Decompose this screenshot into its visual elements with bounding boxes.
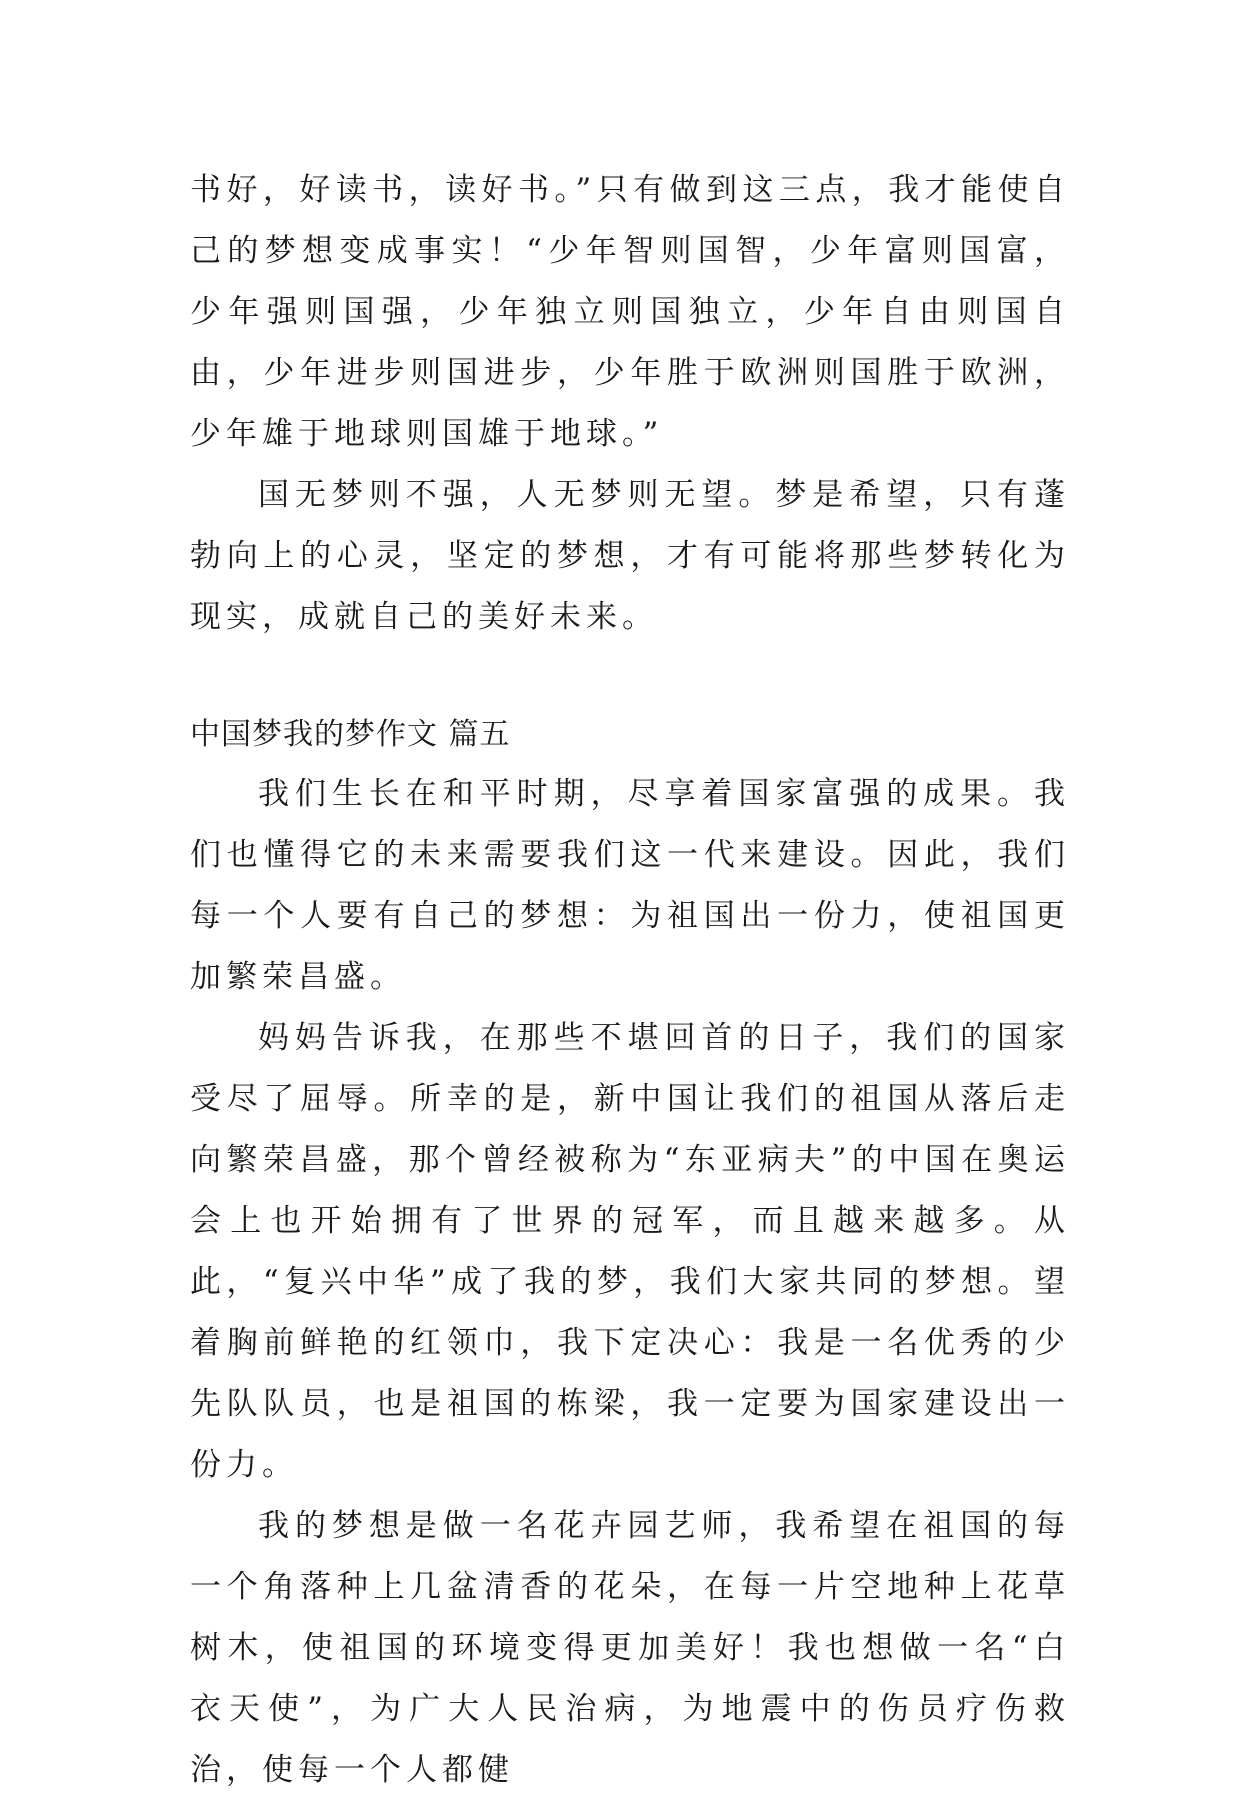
paragraph: 我们生长在和平时期，尽享着国家富强的成果。我们也懂得它的未来需要我们这一代来建设。因此，我们每一个人要有自己的梦想：为祖国出一份力，使祖国更加繁荣昌盛。 <box>190 776 1070 995</box>
section-heading: 中国梦我的梦作文 篇五 <box>190 717 511 752</box>
section-spacer <box>190 648 1070 706</box>
paragraph-conclusion: 国无梦则不强，人无梦则无望。梦是希望，只有蓬勃向上的心灵，坚定的梦想，才有可能将那些梦转化为现实，成就自己的美好未来。 <box>190 477 1070 635</box>
paragraph-continuation: 书好，好读书，读好书。”只有做到这三点，我才能使自己的梦想变成事实！“少年智则国智，少年富则国富，少年强则国强，少年独立则国独立，少年自由则国自由，少年进步则国进步，少年胜于欧洲则国胜于欧洲，少年雄于地球则国雄于地球。” <box>190 172 1070 452</box>
document-body <box>190 160 1070 1801</box>
paragraph: 我的梦想是做一名花卉园艺师，我希望在祖国的每一个角落种上几盆清香的花朵，在每一片空地种上花草树木，使祖国的环境变得更加美好！我也想做一名“白衣天使”，为广大人民治病，为地震中的伤员疗伤救治，使每一个人都健 <box>190 1508 1070 1788</box>
paragraph: 妈妈告诉我，在那些不堪回首的日子，我们的国家受尽了屈辱。所幸的是，新中国让我们的祖国从落后走向繁荣昌盛，那个曾经被称为“东亚病夫”的中国在奥运会上也开始拥有了世界的冠军，而且越来越多。从此，“复兴中华”成了我的梦，我们大家共同的梦想。望着胸前鲜艳的红领巾，我下定决心：我是一名优秀的少先队队员，也是祖国的栋梁，我一定要为国家建设出一份力。 <box>190 1020 1070 1483</box>
